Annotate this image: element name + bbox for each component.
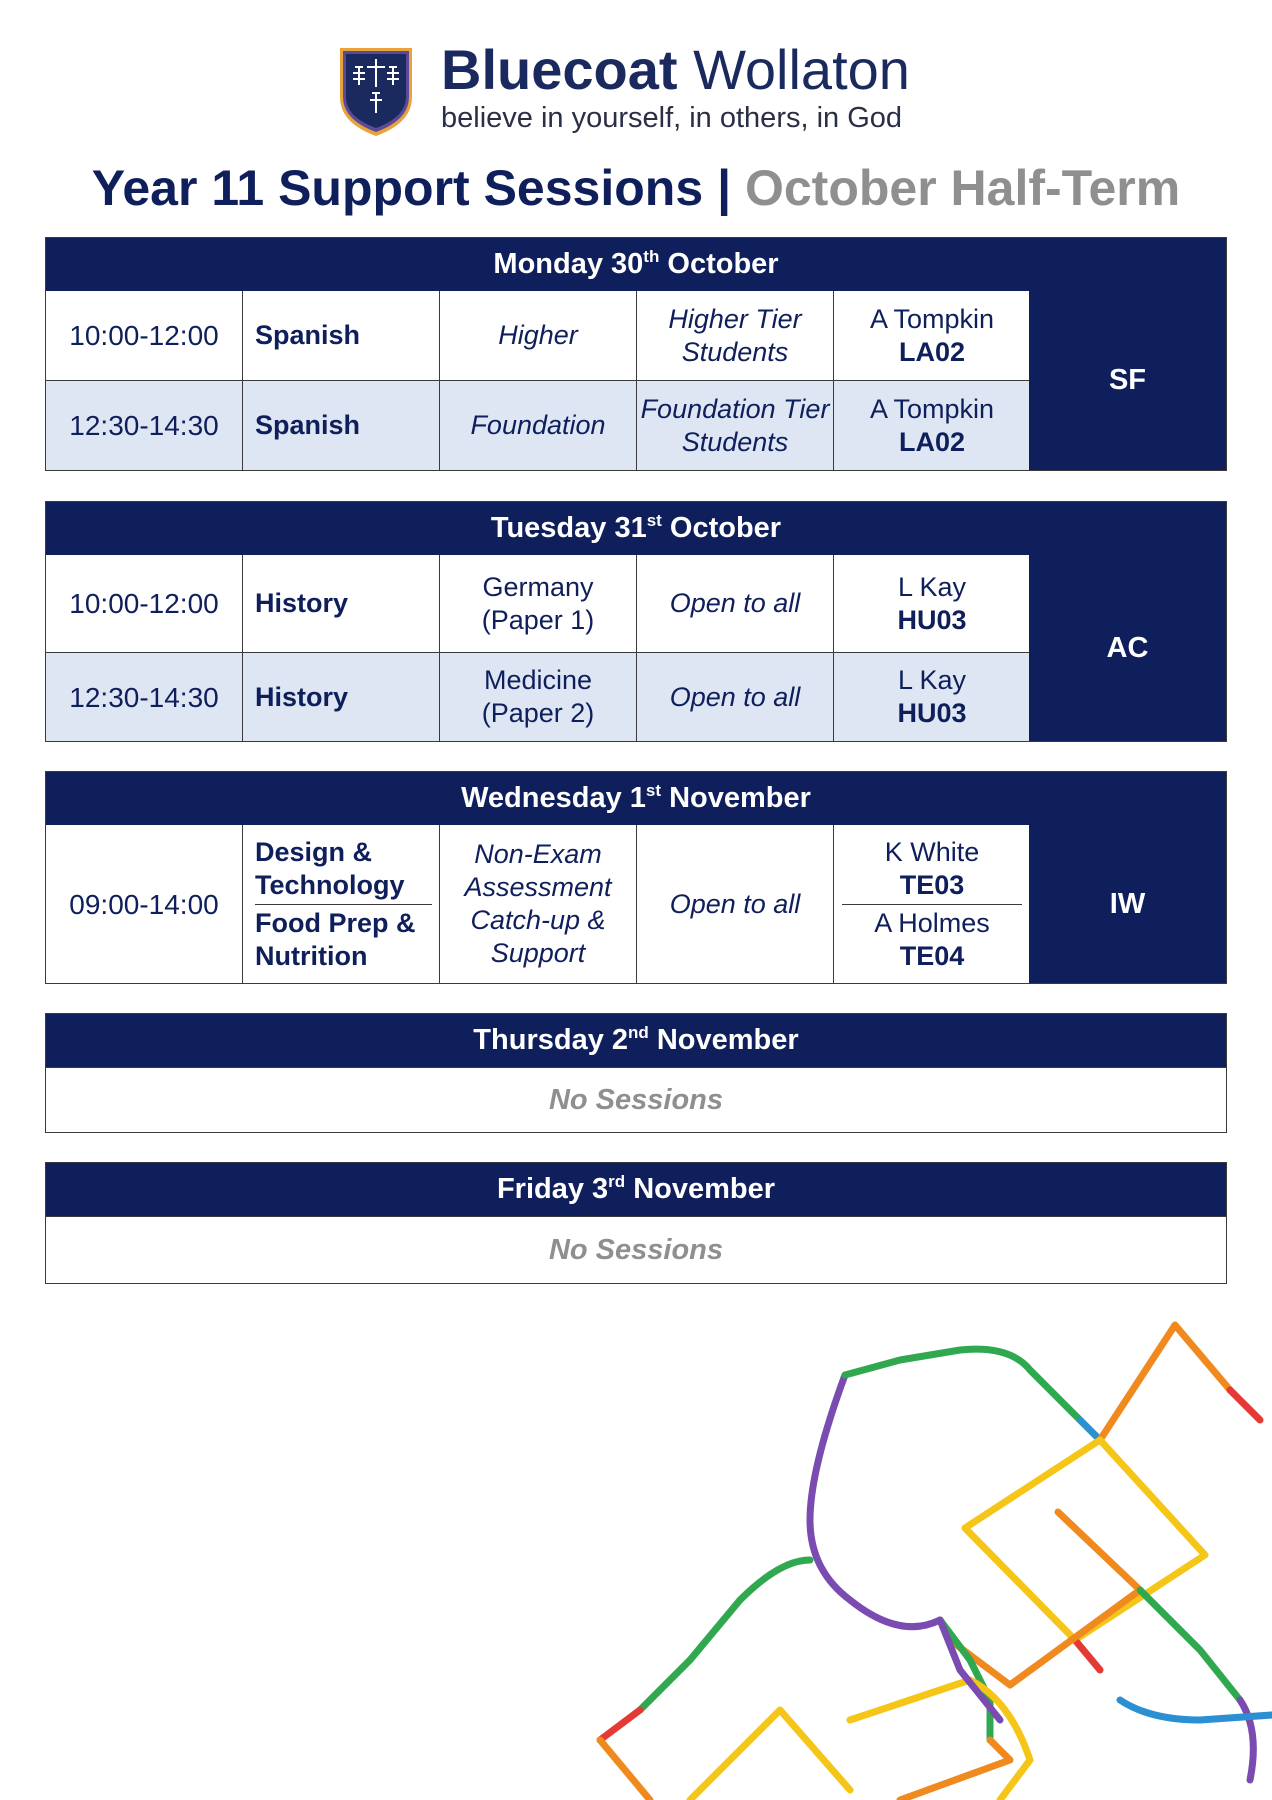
day-header: Tuesday 31st October <box>46 502 1226 555</box>
session-subject: Spanish <box>243 381 440 470</box>
day-header: Thursday 2nd November <box>46 1014 1226 1067</box>
room-code: TE04 <box>899 940 965 971</box>
topic-line: (Paper 1) <box>481 604 595 635</box>
day-header: Friday 3rd November <box>46 1163 1226 1216</box>
session-audience: Foundation Tier Students <box>637 381 834 470</box>
session-subject: Spanish <box>243 291 440 380</box>
lead-initials: SF <box>1029 291 1226 470</box>
session-subject: History <box>243 653 440 741</box>
session-audience: Open to all <box>637 653 834 741</box>
staff-name: A Tompkin <box>869 393 995 424</box>
day-header: Wednesday 1st November <box>46 772 1226 825</box>
session-topic: Higher <box>440 291 637 380</box>
school-name-bold: Bluecoat <box>441 38 678 101</box>
staff-name: K White <box>884 836 980 867</box>
lead-initials: AC <box>1029 555 1226 741</box>
school-motto: believe in yourself, in others, in God <box>441 102 903 134</box>
room-code: HU03 <box>897 604 967 635</box>
title-main: Year 11 Support Sessions <box>91 160 704 216</box>
staff-name: A Tompkin <box>869 303 995 334</box>
room-code: TE03 <box>899 869 965 900</box>
session-topic: Foundation <box>440 381 637 470</box>
session-audience: Higher Tier Students <box>637 291 834 380</box>
subject-name: Food Prep & Nutrition <box>255 907 416 971</box>
staff-name: A Holmes <box>874 907 990 938</box>
session-time: 10:00-12:00 <box>46 555 243 652</box>
session-audience: Open to all <box>637 555 834 652</box>
subject-name: Design & Technology <box>255 836 405 900</box>
session-audience: Open to all <box>637 825 834 983</box>
session-time: 10:00-12:00 <box>46 291 243 380</box>
topic-line: Germany <box>482 571 594 602</box>
topic-line: (Paper 2) <box>481 698 595 728</box>
no-sessions-note: No Sessions <box>46 1067 1226 1132</box>
no-sessions-note: No Sessions <box>46 1216 1226 1283</box>
title-separator: | <box>717 160 732 216</box>
topic-line: Medicine <box>483 665 593 695</box>
school-name-light: Wollaton <box>693 38 910 101</box>
session-time: 09:00-14:00 <box>46 825 243 983</box>
title-sub: October Half-Term <box>744 160 1181 216</box>
room-code: HU03 <box>897 698 967 728</box>
room-code: LA02 <box>898 426 966 457</box>
session-topic: Non-Exam Assessment Catch-up & Support <box>440 825 637 983</box>
session-time: 12:30-14:30 <box>46 653 243 741</box>
day-header: Monday 30th October <box>46 238 1226 291</box>
room-code: LA02 <box>898 336 966 367</box>
lead-initials: IW <box>1029 825 1226 983</box>
staff-name: L Kay <box>897 665 967 695</box>
staff-name: L Kay <box>897 571 967 602</box>
session-time: 12:30-14:30 <box>46 381 243 470</box>
session-subject: History <box>243 555 440 652</box>
